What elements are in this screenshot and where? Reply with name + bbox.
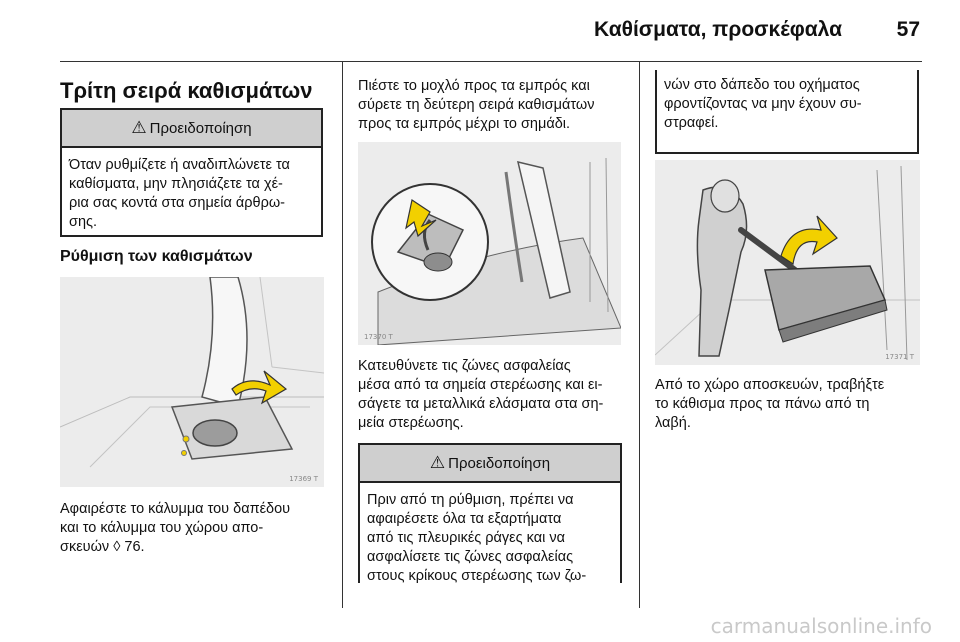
seat-raise-illustration xyxy=(655,160,920,365)
illustration-drawing xyxy=(358,142,621,345)
watermark: carmanualsonline.info xyxy=(710,614,932,638)
paragraph-line xyxy=(60,538,330,557)
paragraph-line-text: σκευών xyxy=(60,539,110,555)
column-divider-2 xyxy=(639,62,640,608)
paragraph-line: και το κάλυμμα του χώρου απο- xyxy=(60,520,264,536)
paragraph-line: Κατευθύνετε τις ζώνες ασφαλείας xyxy=(358,358,571,374)
paragraph-line: το κάθισμα προς τα πάνω από τη xyxy=(655,396,870,412)
warning-line: σης. xyxy=(69,214,98,230)
seat-cover-release-illustration xyxy=(60,277,324,487)
page-reference: 76. xyxy=(124,539,145,555)
instruction-paragraph xyxy=(60,500,330,557)
warning-line: ασφαλίσετε τις ζώνες ασφαλείας xyxy=(367,549,574,565)
warning-title: Προειδοποίηση xyxy=(149,119,252,137)
paragraph-line: μέσα από τα σημεία στερέωσης και ει- xyxy=(358,377,603,393)
page-reference-icon: ◊ xyxy=(113,539,121,555)
instruction-paragraph xyxy=(358,357,633,433)
page-header-title: Καθίσματα, προσκέφαλα xyxy=(594,18,842,41)
figure-number: 17371 T xyxy=(885,353,914,361)
warning-title: Προειδοποίηση xyxy=(448,454,551,472)
warning-line: στους κρίκους στερέωσης των ζω- xyxy=(367,568,587,584)
warning-line: αφαιρέσετε όλα τα εξαρτήματα xyxy=(367,511,562,527)
paragraph-line: Από το χώρο αποσκευών, τραβήξτε xyxy=(655,377,885,393)
illustration-drawing xyxy=(60,277,324,487)
instruction-paragraph xyxy=(358,77,630,134)
paragraph-line: σύρετε τη δεύτερη σειρά καθισμάτων xyxy=(358,97,595,113)
warning-line: φροντίζοντας να μην έχουν συ- xyxy=(664,96,862,112)
warning-header xyxy=(360,445,620,483)
warning-triangle-icon: ⚠ xyxy=(131,118,147,137)
figure-number: 17370 T xyxy=(364,333,393,341)
instruction-paragraph xyxy=(655,376,930,433)
warning-text xyxy=(360,483,620,592)
warning-box-2-continued xyxy=(655,70,919,154)
warning-line: καθίσματα, μην πλησιάζετε τα χέ- xyxy=(69,176,283,192)
paragraph-line: Αφαιρέστε το κάλυμμα του δαπέδου xyxy=(60,501,291,517)
warning-header xyxy=(62,110,321,148)
paragraph-line: σάγετε τα μεταλλικά ελάσματα στα ση- xyxy=(358,396,604,412)
warning-text xyxy=(657,70,917,139)
warning-triangle-icon: ⚠ xyxy=(429,453,446,472)
warning-line: νών στο δάπεδο του οχήματος xyxy=(664,77,860,93)
header-rule xyxy=(60,61,922,62)
warning-line: ρια σας κοντά στα σημεία άρθρω- xyxy=(69,195,285,211)
paragraph-line: μεία στερέωσης. xyxy=(358,415,464,431)
illustration-drawing xyxy=(655,160,920,365)
column-divider-1 xyxy=(342,62,343,608)
warning-box-2 xyxy=(358,443,622,583)
warning-line: στραφεί. xyxy=(664,115,719,131)
warning-box-1 xyxy=(60,108,323,237)
paragraph-line: Πιέστε το μοχλό προς τα εμπρός και xyxy=(358,78,590,94)
paragraph-line: προς τα εμπρός μέχρι το σημάδι. xyxy=(358,116,571,132)
paragraph-line: λαβή. xyxy=(655,415,691,431)
warning-line: Πριν από τη ρύθμιση, πρέπει να xyxy=(367,492,574,508)
subsection-title: Ρύθμιση των καθισμάτων xyxy=(60,248,253,265)
page-number: 57 xyxy=(896,18,920,41)
warning-line: από τις πλευρικές ράγες και να xyxy=(367,530,565,546)
warning-text xyxy=(62,148,321,238)
section-title: Τρίτη σειρά καθισμάτων xyxy=(60,78,313,103)
warning-line: Όταν ρυθμίζετε ή αναδιπλώνετε τα xyxy=(69,157,290,173)
seat-slide-illustration xyxy=(358,142,621,345)
figure-number: 17369 T xyxy=(289,475,318,483)
